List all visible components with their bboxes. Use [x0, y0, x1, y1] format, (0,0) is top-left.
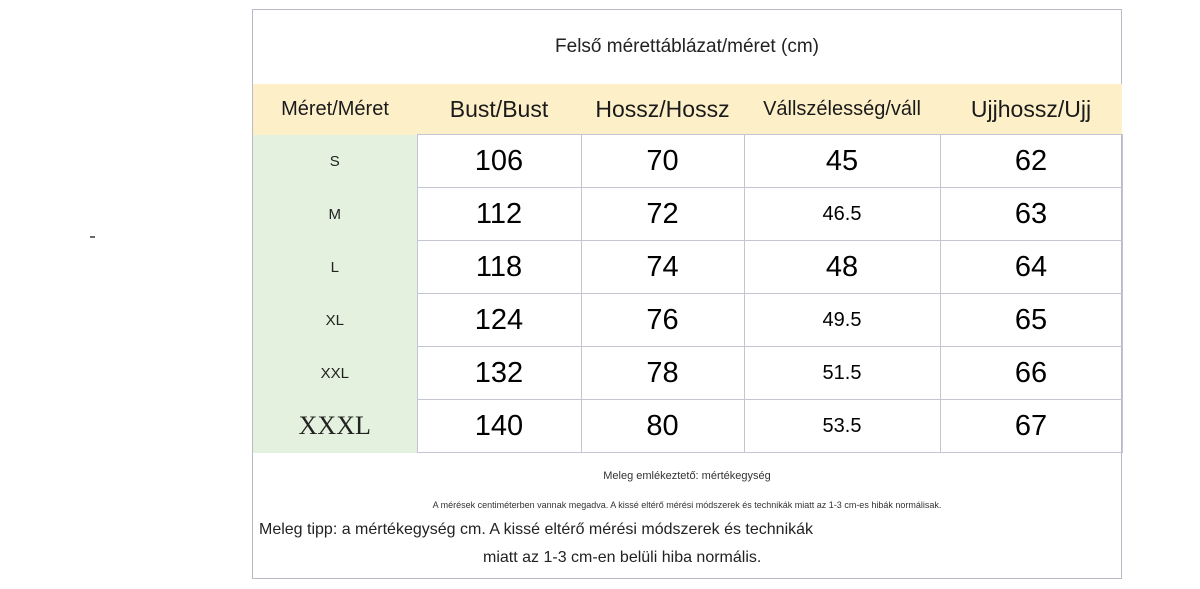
- table-row: [253, 188, 1122, 241]
- size-table: [253, 84, 1123, 453]
- note-tip-line-1: Meleg tipp: a mértékegység cm. A kissé eltérő mérési módszerek és technikák: [259, 521, 814, 538]
- table-row: [253, 294, 1122, 347]
- size-cell: L: [253, 241, 417, 294]
- shoulder-cell: 45: [744, 135, 940, 188]
- length-cell: 76: [581, 294, 744, 347]
- note-heading: Meleg emlékeztető: mértékegység: [603, 470, 771, 482]
- sleeve-cell: 66: [940, 347, 1122, 400]
- size-cell: S: [253, 135, 417, 188]
- sleeve-cell: 64: [940, 241, 1122, 294]
- header-bust: Bust/Bust: [417, 84, 581, 135]
- size-cell: XL: [253, 294, 417, 347]
- shoulder-cell: 46.5: [744, 188, 940, 241]
- header-shoulder: Vállszélesség/váll: [744, 84, 940, 135]
- header-size: Méret/Méret: [253, 84, 417, 135]
- table-row: [253, 241, 1122, 294]
- length-cell: 80: [581, 400, 744, 453]
- bust-cell: 112: [417, 188, 581, 241]
- size-cell: M: [253, 188, 417, 241]
- bust-cell: 140: [417, 400, 581, 453]
- length-cell: 74: [581, 241, 744, 294]
- stray-mark: [90, 236, 95, 238]
- header-length: Hossz/Hossz: [581, 84, 744, 135]
- length-cell: 70: [581, 135, 744, 188]
- shoulder-cell: 53.5: [744, 400, 940, 453]
- size-cell: XXXL: [253, 400, 417, 453]
- size-chart: [252, 9, 1122, 579]
- bust-cell: 106: [417, 135, 581, 188]
- size-cell: XXL: [253, 347, 417, 400]
- shoulder-cell: 48: [744, 241, 940, 294]
- length-cell: 72: [581, 188, 744, 241]
- header-sleeve: Ujjhossz/Ujj: [940, 84, 1122, 135]
- shoulder-cell: 51.5: [744, 347, 940, 400]
- sleeve-cell: 67: [940, 400, 1122, 453]
- shoulder-cell: 49.5: [744, 294, 940, 347]
- bust-cell: 118: [417, 241, 581, 294]
- table-row: [253, 347, 1122, 400]
- sleeve-cell: 65: [940, 294, 1122, 347]
- length-cell: 78: [581, 347, 744, 400]
- notes: [253, 450, 1121, 578]
- bust-cell: 132: [417, 347, 581, 400]
- bust-cell: 124: [417, 294, 581, 347]
- note-small: A mérések centiméterben vannak megadva. A kissé eltérő mérési módszerek és technikák miatt az 1-3 cm-es hibák normálisak.: [432, 500, 942, 510]
- chart-title: Felső mérettáblázat/méret (cm): [555, 36, 819, 57]
- sleeve-cell: 63: [940, 188, 1122, 241]
- table-row: [253, 400, 1122, 453]
- table-header-row: [253, 84, 1122, 135]
- note-tip-line-2: miatt az 1-3 cm-en belüli hiba normális.: [483, 549, 762, 566]
- table-row: [253, 135, 1122, 188]
- sleeve-cell: 62: [940, 135, 1122, 188]
